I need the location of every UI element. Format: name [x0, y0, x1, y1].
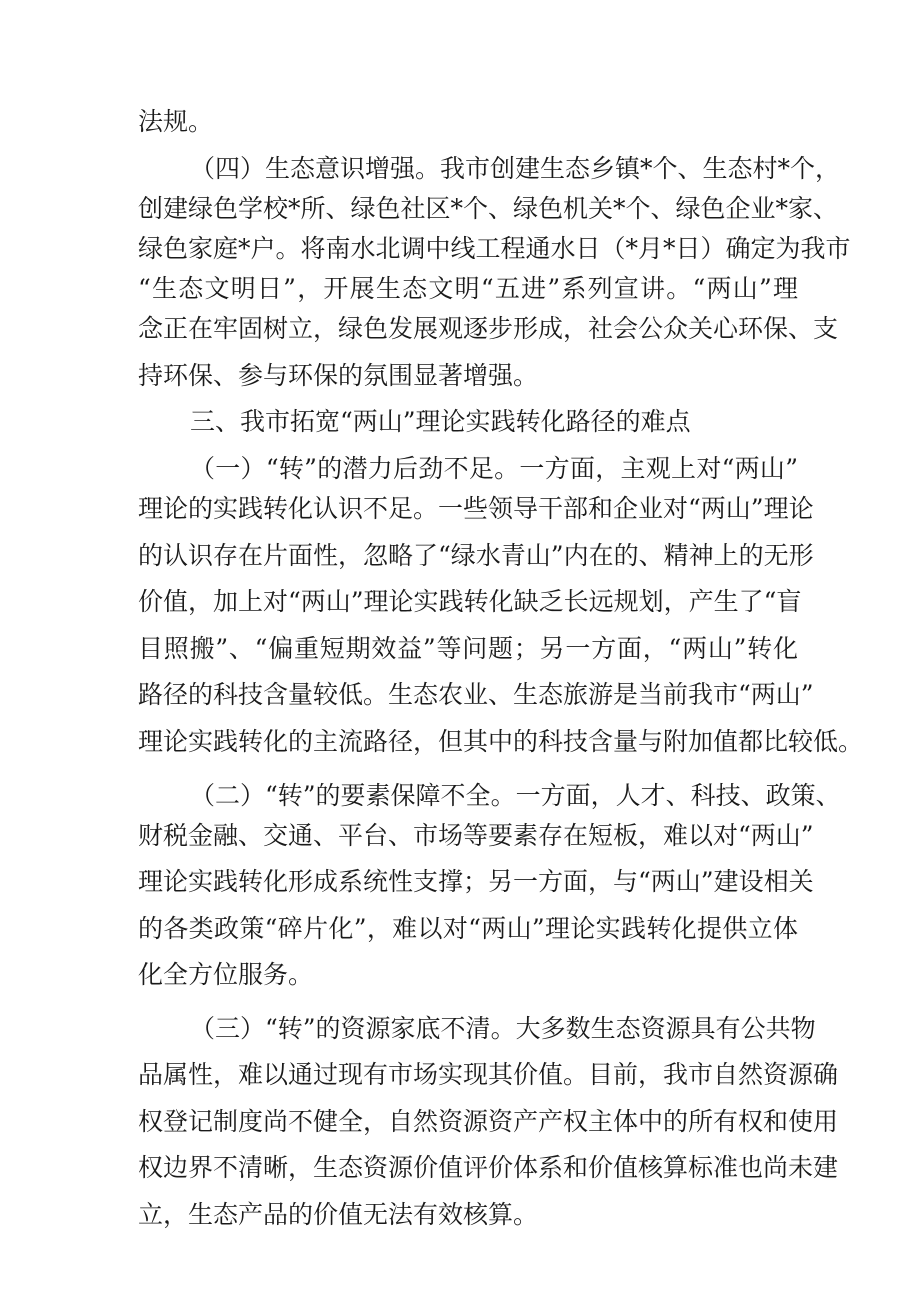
text-line: 理论实践转化的主流路径，但其中的科技含量与附加值都比较低。 [138, 727, 864, 756]
text-line: 的各类政策“碎片化”，难以对“两山”理论实践转化提供立体 [138, 914, 798, 943]
text-line: 目照搬”、“偏重短期效益”等问题；另一方面，“两山”转化 [138, 634, 798, 663]
section-heading: 三、我市拓宽“两山”理论实践转化路径的难点 [190, 407, 691, 436]
text-line: 财税金融、交通、平台、市场等要素存在短板，难以对“两山” [138, 821, 814, 850]
text-line: （一）“转”的潜力后劲不足。一方面，主观上对“两山” [190, 454, 798, 483]
text-line: 的认识存在片面性，忽略了“绿水青山”内在的、精神上的无形 [138, 541, 814, 570]
text-line: 法规。 [138, 107, 214, 136]
text-line: 理论实践转化形成系统性支撑；另一方面，与“两山”建设相关 [138, 867, 814, 896]
text-line: （三）“转”的资源家底不清。大多数生态资源具有公共物 [190, 1014, 816, 1043]
text-line: 持环保、参与环保的氛围显著增强。 [138, 361, 539, 390]
text-line: （二）“转”的要素保障不全。一方面，人才、科技、政策、 [190, 781, 841, 810]
text-line: （四）生态意识增强。我市创建生态乡镇*个、生态村*个， [190, 154, 841, 183]
text-line: 化全方位服务。 [138, 960, 314, 989]
text-line: “生态文明日”，开展生态文明“五进”系列宣讲。“两山”理 [138, 274, 798, 303]
text-line: 绿色家庭*户。将南水北调中线工程通水日（*月*日）确定为我市 [138, 234, 851, 263]
text-line: 权边界不清晰，生态资源价值评价体系和价值核算标准也尚未建 [138, 1153, 839, 1182]
text-line: 创建绿色学校*所、绿色社区*个、绿色机关*个、绿色企业*家、 [138, 194, 839, 223]
text-line: 价值，加上对“两山”理论实践转化缺乏长远规划，产生了“盲 [138, 587, 802, 616]
text-line: 立，生态产品的价值无法有效核算。 [138, 1200, 539, 1229]
text-line: 理论的实践转化认识不足。一些领导干部和企业对“两山”理论 [138, 494, 814, 523]
text-line: 路径的科技含量较低。生态农业、生态旅游是当前我市“两山” [138, 680, 814, 709]
text-line: 权登记制度尚不健全，自然资源资产产权主体中的所有权和使用 [138, 1107, 839, 1136]
text-line: 品属性，难以通过现有市场实现其价值。目前，我市自然资源确 [138, 1060, 839, 1089]
text-line: 念正在牢固树立，绿色发展观逐步形成，社会公众关心环保、支 [138, 314, 839, 343]
